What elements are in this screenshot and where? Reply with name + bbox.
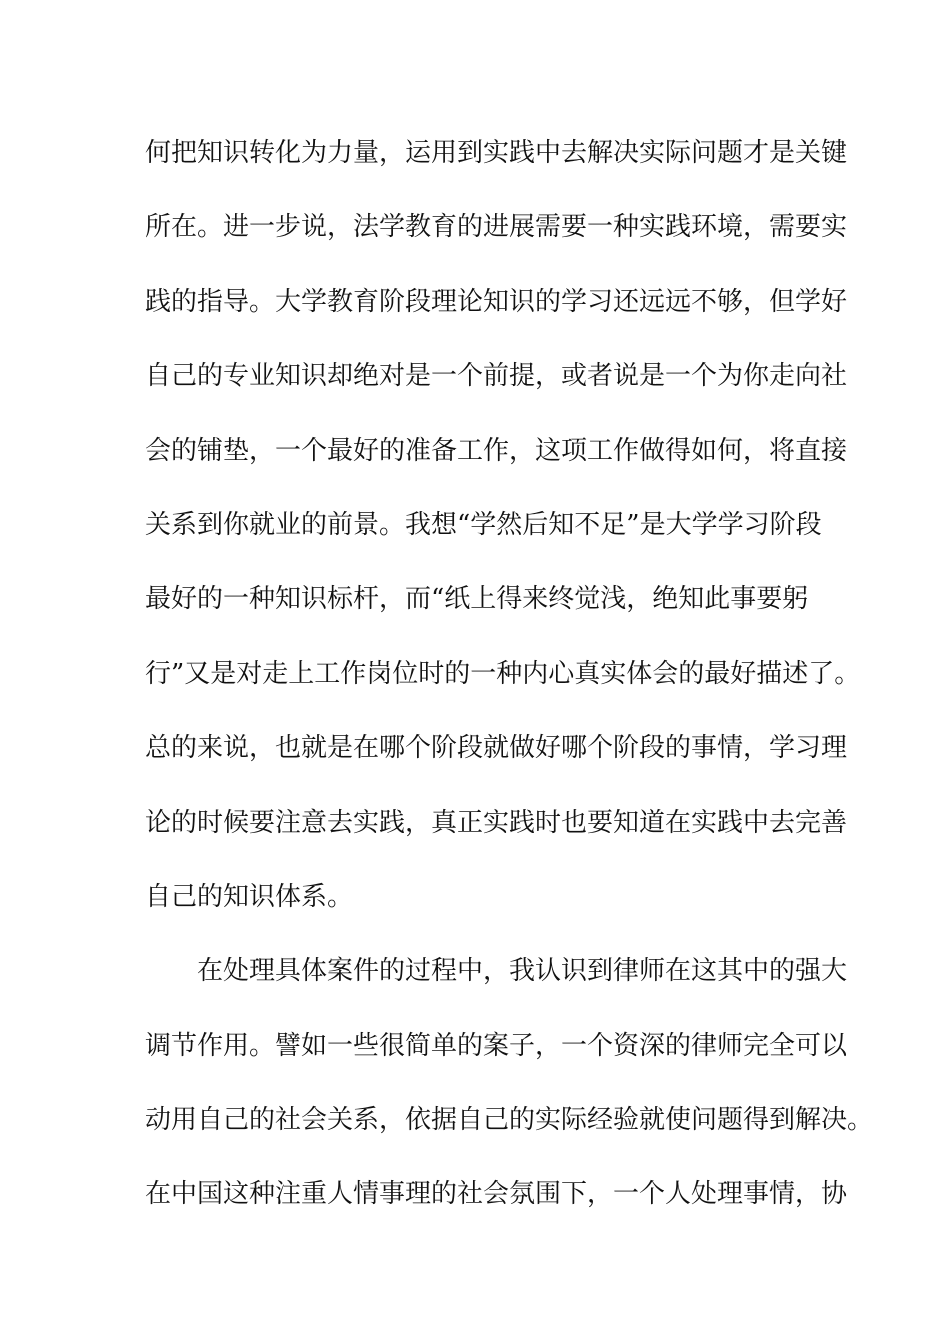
text-line: 动用自己的社会关系，依据自己的实际经验就使问题得到解决。 bbox=[145, 1105, 874, 1136]
text-line: 所在。进一步说，法学教育的进展需要一种实践环境，需要实 bbox=[145, 212, 848, 243]
text-line: 关系到你就业的前景。我想“学然后知不足”是大学学习阶段 bbox=[145, 509, 822, 540]
text-line: 何把知识转化为力量，运用到实践中去解决实际问题才是关键 bbox=[145, 138, 848, 168]
text-line: 自己的知识体系。 bbox=[145, 881, 354, 912]
text-line: 自己的专业知识却绝对是一个前提，或者说是一个为你走向社 bbox=[145, 361, 848, 392]
text-line: 在中国这种注重人情事理的社会氛围下，一个人处理事情，协 bbox=[145, 1179, 848, 1210]
text-line: 行”又是对走上工作岗位时的一种内心真实体会的最好描述了。 bbox=[145, 658, 861, 689]
text-line: 最好的一种知识标杆，而“纸上得来终觉浅，绝知此事要躬 bbox=[145, 584, 809, 615]
text-line: 总的来说，也就是在哪个阶段就做好哪个阶段的事情，学习理 bbox=[145, 733, 848, 764]
body-text bbox=[145, 128, 874, 1244]
text-line: 论的时候要注意去实践，真正实践时也要知道在实践中去完善 bbox=[145, 807, 848, 838]
text-line: 践的指导。大学教育阶段理论知识的学习还远远不够，但学好 bbox=[145, 286, 848, 317]
text-line: 调节作用。譬如一些很简单的案子，一个资深的律师完全可以 bbox=[145, 1030, 848, 1061]
text-line: 会的铺垫，一个最好的准备工作，这项工作做得如何，将直接 bbox=[145, 435, 848, 466]
paragraph-start-line: 在处理具体案件的过程中，我认识到律师在这其中的强大 bbox=[197, 956, 848, 987]
